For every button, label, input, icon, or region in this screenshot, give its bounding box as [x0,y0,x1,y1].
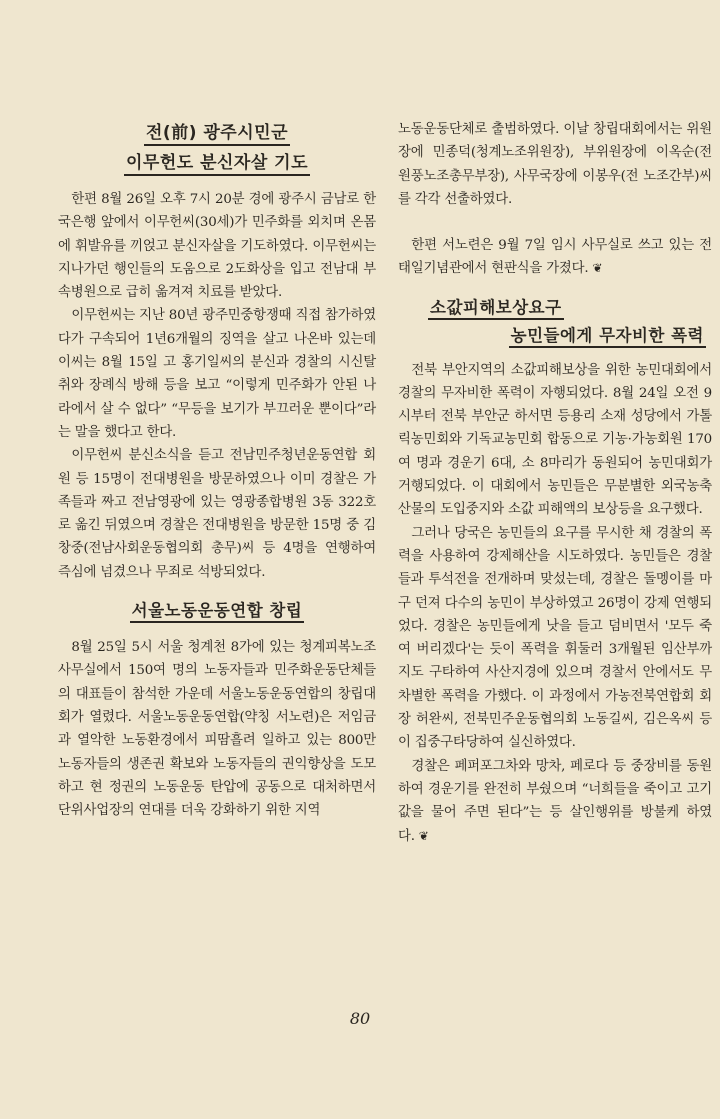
article-1-headline-line-1: 전(前) 광주시민군 [58,120,376,146]
article-3-paragraph: 경찰은 페퍼포그차와 망차, 페로다 등 중장비를 동원하여 경운기를 완전히 부쉈으며 “너희들을 죽이고 고기값을 물어 주면 된다”는 등 살인행위를 방불케 하였다. ❦ [398,758,712,844]
article-3-headline [398,295,712,349]
end-mark-icon: ❦ [418,828,429,843]
article-3-headline-line-2: 농민들에게 무자비한 폭력 [398,323,712,349]
end-mark-icon: ❦ [592,261,603,276]
article-3-headline-line-1: 소값피해보상요구 [398,295,712,321]
article-2-paragraph-continued: 노동운동단체로 출범하였다. 이날 창립대회에서는 위원장에 민종덕(청계노조위원장), 부위원장에 이옥순(전 원풍노조총무부장), 사무국장에 이봉우(전 노조간부)씨를 각각 선출하였다. [398,122,712,207]
article-1-headline-line-2: 이무헌도 분신자살 기도 [58,150,376,176]
right-column [398,118,712,848]
article-1-paragraph: 이무헌씨는 지난 80년 광주민중항쟁때 직접 참가하였다가 구속되어 1년6개월의 징역을 살고 나온바 있는데 이씨는 8월 15일 고 홍기일씨의 분신과 경찰의 시신탈취와 장례식 방해 등을 보고 “이렇게 민주화가 안된 나라에서 살 수 없다” “무등을 보기가 부끄러운 뿐이다”라는 말을 했다고 한다. [58,308,376,440]
article-2-headline: 서울노동운동연합 창립 [58,598,376,624]
article-1-paragraph: 이무헌씨 분신소식을 듣고 전남민주청년운동연합 회원 등 15명이 전대병원을 방문하였으나 이미 경찰은 가족들과 짜고 전남영광에 있는 영광종합병원 3동 322호로 옮긴 뒤였으며 경찰은 전대병원을 방문한 15명 중 김창중(전남사회운동협의회 총무)씨 등 4명을 연행하여 즉심에 넘겼으나 무죄로 석방되었다. [58,448,376,580]
article-1-paragraph: 한편 8월 26일 오후 7시 20분 경에 광주시 금남로 한국은행 앞에서 이무헌씨(30세)가 민주화를 외치며 온몸에 휘발유를 끼얹고 분신자살을 기도하였다. 이무헌씨는 지나가던 행인들의 도움으로 2도화상을 입고 전남대 부속병원으로 급히 옮겨져 치료를 받았다. [58,192,376,301]
article-3-paragraph: 전북 부안지역의 소값피해보상을 위한 농민대회에서 경찰의 무자비한 폭력이 자행되었다. 8월 24일 오전 9시부터 전북 부안군 하서면 등용리 소재 성당에서 가톨릭농민회와 기독교농민회 합동으로 기농·가농회원 170여 명과 경운기 6대, 소 8마리가 동원되어 농민대회가 거행되었다. 이 대회에서 농민들은 무분별한 외국농축산물의 도입중지와 소값 피해액의 보상등을 요구했다. [398,362,712,518]
article-1-headline [58,120,376,176]
article-2-paragraph: 한편 서노련은 9월 7일 임시 사무실로 쓰고 있는 전태일기념관에서 현판식을 가졌다. ❦ [398,238,712,277]
page-number: 80 [349,1009,371,1028]
article-2-paragraph-start: 8월 25일 5시 서울 청계천 8가에 있는 청계피복노조사무실에서 150여 명의 노동자들과 민주화운동단체들의 대표들이 참석한 가운데 서울노동운동연합의 창립대회가 열렸다. 서울노동운동연합(약칭 서노련)은 저임금과 열악한 노동환경에서 피땀흘려 일하고 있는 800만 노동자들의 생존권 확보와 노동자들의 권익향상을 도모하고 현 정권의 노동운동 탄압에 공동으로 대처하면서 단위사업장의 연대를 더욱 강화하기 위한 지역 [58,640,376,819]
left-column [58,112,376,867]
article-3-paragraph: 그러나 당국은 농민들의 요구를 무시한 채 경찰의 폭력을 사용하여 강제해산을 시도하였다. 농민들은 경찰들과 투석전을 전개하며 맞섰는데, 경찰은 돌멩이를 마구 던져 다수의 농민이 부상하였고 26명이 강제 연행되었다. 경찰은 농민들에게 낫을 들고 덤비면서 '모두 죽여 버리겠다'는 듯이 폭력을 휘둘러 3개월된 임산부까지도 구타하여 사산지경에 있으며 경찰서 안에서도 무차별한 폭력을 가했다. 이 과정에서 가농전북연합회 회장 허완씨, 전북민주운동협의회 노동길씨, 김은옥씨 등이 집중구타당하여 실신하였다. [398,525,712,751]
